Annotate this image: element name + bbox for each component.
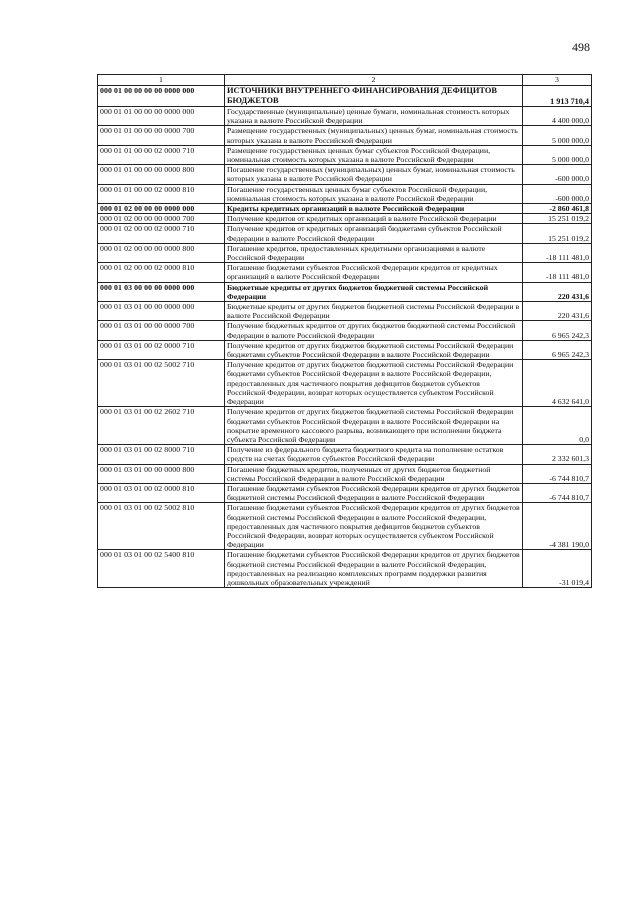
row-code-cell: 000 01 01 00 00 00 0000 700	[98, 126, 225, 145]
row-name-cell: Погашение бюджетами субъектов Российской Федерации кредитов от кредитных организаций в валюте Российской Федерации	[225, 263, 523, 282]
row-amount-cell: 220 431,6	[523, 282, 592, 301]
row-amount-cell: 15 251 019,2	[523, 214, 592, 224]
table-row	[98, 184, 592, 203]
row-code-cell: 000 01 03 00 00 00 0000 000	[98, 282, 225, 301]
table-row	[98, 360, 592, 407]
table-row	[98, 282, 592, 301]
row-code-cell: 000 01 03 01 00 02 5400 810	[98, 550, 225, 588]
row-code-cell: 000 01 03 01 00 02 8000 710	[98, 445, 225, 464]
row-name-cell: Погашение бюджетами субъектов Российской Федерации кредитов от других бюджетов бюджетной системы Российской Федерации в валюте Российской Федерации	[225, 483, 523, 502]
row-name-cell: Бюджетные кредиты от других бюджетов бюджетной системы Российской Федерации	[225, 282, 523, 301]
table-row	[98, 126, 592, 145]
row-amount-cell: -31 019,4	[523, 550, 592, 588]
row-amount-cell: 6 965 242,3	[523, 321, 592, 340]
row-amount-cell: 220 431,6	[523, 302, 592, 321]
row-name-cell: Погашение бюджетами субъектов Российской Федерации кредитов от других бюджетов бюджетной системы Российской Федерации в валюте Российской Федерации, предоставленных на реализацию комплексных программ поддержки развития дошкольных образовательных учреждений	[225, 550, 523, 588]
row-name-cell: Размещение государственных (муниципальных) ценных бумаг, номинальная стоимость которых указана в валюте Российской Федерации	[225, 126, 523, 145]
table-row	[98, 464, 592, 483]
column-header-amount: 3	[523, 75, 592, 86]
row-name-cell: Бюджетные кредиты от других бюджетов бюджетной системы Российской Федерации в валюте Российской Федерации	[225, 302, 523, 321]
row-amount-cell: 6 965 242,3	[523, 340, 592, 359]
row-amount-cell: 2 332 601,3	[523, 445, 592, 464]
row-amount-cell: 4 632 641,0	[523, 360, 592, 407]
row-amount-cell: -6 744 810,7	[523, 464, 592, 483]
table-row	[98, 302, 592, 321]
row-name-cell: Погашение кредитов, предоставленных кредитными организациями в валюте Российской Федерации	[225, 243, 523, 262]
row-amount-cell: -18 111 481,0	[523, 243, 592, 262]
table-row	[98, 243, 592, 262]
row-code-cell: 000 01 03 01 00 02 2602 710	[98, 407, 225, 445]
table-row	[98, 224, 592, 243]
row-code-cell: 000 01 03 01 00 00 0000 000	[98, 302, 225, 321]
row-code-cell: 000 01 03 01 00 00 0000 700	[98, 321, 225, 340]
row-name-cell: Кредиты кредитных организаций в валюте Российской Федерации	[225, 204, 523, 214]
column-header-code: 1	[98, 75, 225, 86]
row-name-cell: Погашение государственных ценных бумаг субъектов Российской Федерации, номинальная стоимость которых указана в валюте Российской Федерации	[225, 184, 523, 203]
row-amount-cell: 15 251 019,2	[523, 224, 592, 243]
row-code-cell: 000 01 02 00 00 02 0000 710	[98, 224, 225, 243]
table-row	[98, 165, 592, 184]
table-row	[98, 204, 592, 214]
table-row	[98, 503, 592, 550]
row-amount-cell: 5 000 000,0	[523, 126, 592, 145]
row-amount-cell: -2 860 461,8	[523, 204, 592, 214]
row-code-cell: 000 01 01 00 00 00 0000 800	[98, 165, 225, 184]
table-row	[98, 407, 592, 445]
table-row	[98, 483, 592, 502]
row-code-cell: 000 01 03 01 00 00 0000 800	[98, 464, 225, 483]
row-name-cell: Погашение бюджетами субъектов Российской Федерации кредитов от других бюджетов бюджетной системы Российской Федерации в валюте Российской Федерации, предоставленных для частичного покрытия дефицитов бюджетов субъектов Российской Федерации, возврат которых осуществляется субъектом Российской Федерации	[225, 503, 523, 550]
table-header-row	[98, 75, 592, 86]
row-name-cell: ИСТОЧНИКИ ВНУТРЕННЕГО ФИНАНСИРОВАНИЯ ДЕФИЦИТОВ БЮДЖЕТОВ	[225, 86, 523, 107]
row-amount-cell: -600 000,0	[523, 184, 592, 203]
row-code-cell: 000 01 01 00 00 02 0000 810	[98, 184, 225, 203]
page-number: 498	[572, 40, 590, 54]
row-amount-cell: 0,0	[523, 407, 592, 445]
table-row	[98, 145, 592, 164]
budget-sources-table	[97, 74, 592, 588]
row-code-cell: 000 01 03 01 00 02 5002 810	[98, 503, 225, 550]
row-name-cell: Получение кредитов от других бюджетов бюджетной системы Российской Федерации бюджетами субъектов Российской Федерации в валюте Российской Федерации на покрытие временного кассового разрыва, возникающего при исполнении бюджета субъекта Российской Федерации	[225, 407, 523, 445]
row-amount-cell: -4 381 190,0	[523, 503, 592, 550]
table-row	[98, 340, 592, 359]
row-amount-cell: -18 111 481,0	[523, 263, 592, 282]
table-row	[98, 550, 592, 588]
table-row	[98, 107, 592, 126]
row-code-cell: 000 01 02 00 00 00 0000 000	[98, 204, 225, 214]
row-amount-cell: 5 000 000,0	[523, 145, 592, 164]
row-name-cell: Получение кредитов от кредитных организаций бюджетами субъектов Российской Федерации в валюте Российской Федерации	[225, 224, 523, 243]
row-amount-cell: 4 400 000,0	[523, 107, 592, 126]
row-code-cell: 000 01 01 00 00 02 0000 710	[98, 145, 225, 164]
table-row	[98, 214, 592, 224]
row-code-cell: 000 01 02 00 00 02 0000 810	[98, 263, 225, 282]
row-name-cell: Получение кредитов от других бюджетов бюджетной системы Российской Федерации бюджетами субъектов Российской Федерации в валюте Российской Федерации, предоставленных для частичного покрытия дефицитов бюджетов субъектов Российской Федерации, возврат которых осуществляется субъектом Российской Федерации	[225, 360, 523, 407]
row-name-cell: Погашение государственных (муниципальных) ценных бумаг, номинальная стоимость которых указана в валюте Российской Федерации	[225, 165, 523, 184]
row-name-cell: Погашение бюджетных кредитов, полученных от других бюджетов бюджетной системы Российской Федерации в валюте Российской Федерации	[225, 464, 523, 483]
row-name-cell: Получение из федерального бюджета бюджетного кредита на пополнение остатков средств на счетах бюджетов субъектов Российской Федерации	[225, 445, 523, 464]
row-code-cell: 000 01 03 01 00 02 5002 710	[98, 360, 225, 407]
row-code-cell: 000 01 00 00 00 00 0000 000	[98, 86, 225, 107]
table-row	[98, 86, 592, 107]
row-amount-cell: -600 000,0	[523, 165, 592, 184]
row-code-cell: 000 01 02 00 00 00 0000 800	[98, 243, 225, 262]
table-row	[98, 321, 592, 340]
row-name-cell: Получение бюджетных кредитов от других бюджетов бюджетной системы Российской Федерации в валюте Российской Федерации	[225, 321, 523, 340]
row-name-cell: Получение кредитов от других бюджетов бюджетной системы Российской Федерации бюджетами субъектов Российской Федерации в валюте Российской Федерации	[225, 340, 523, 359]
column-header-name: 2	[225, 75, 523, 86]
row-code-cell: 000 01 03 01 00 02 0000 810	[98, 483, 225, 502]
row-name-cell: Получение кредитов от кредитных организаций в валюте Российской Федерации	[225, 214, 523, 224]
row-amount-cell: -6 744 810,7	[523, 483, 592, 502]
table-row	[98, 263, 592, 282]
row-code-cell: 000 01 03 01 00 02 0000 710	[98, 340, 225, 359]
row-name-cell: Размещение государственных ценных бумаг субъектов Российской Федерации, номинальная стоимость которых указана в валюте Российской Федерации	[225, 145, 523, 164]
row-amount-cell: 1 913 710,4	[523, 86, 592, 107]
table-row	[98, 445, 592, 464]
row-name-cell: Государственные (муниципальные) ценные бумаги, номинальная стоимость которых указана в валюте Российской Федерации	[225, 107, 523, 126]
row-code-cell: 000 01 01 00 00 00 0000 000	[98, 107, 225, 126]
row-code-cell: 000 01 02 00 00 00 0000 700	[98, 214, 225, 224]
